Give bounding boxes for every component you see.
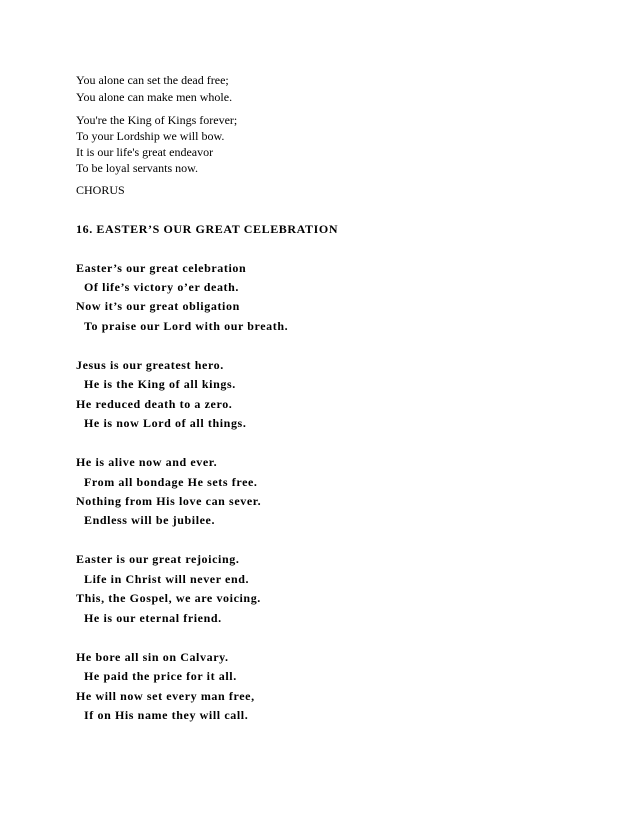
chorus-marker: CHORUS <box>76 183 125 197</box>
intro-line: It is our life's great endeavor <box>76 145 214 159</box>
verse-line: Of life’s victory o’er death. <box>84 280 240 294</box>
verse-line: He is our eternal friend. <box>84 611 222 625</box>
verse-line: Nothing from His love can sever. <box>76 494 262 508</box>
verse-line: He paid the price for it all. <box>84 669 237 683</box>
intro-line: To be loyal servants now. <box>76 161 199 175</box>
verse-line: If on His name they will call. <box>84 708 249 722</box>
verse-line: Easter is our great rejoicing. <box>76 552 240 566</box>
verse-line: Now it’s our great obligation <box>76 299 240 313</box>
verse-line: He will now set every man free, <box>76 689 255 703</box>
intro-line: You alone can make men whole. <box>76 90 233 104</box>
verse-line: Jesus is our greatest hero. <box>76 358 224 372</box>
intro-line: You alone can set the dead free; <box>76 73 229 87</box>
verse-line: He is the King of all kings. <box>84 377 236 391</box>
intro-line: To your Lordship we will bow. <box>76 129 225 143</box>
verse-line: He is now Lord of all things. <box>84 416 247 430</box>
verse-line: He bore all sin on Calvary. <box>76 650 229 664</box>
hymn-title: 16. EASTER’S OUR GREAT CELEBRATION <box>76 222 339 236</box>
verse-line: He reduced death to a zero. <box>76 397 233 411</box>
verse-line: Endless will be jubilee. <box>84 513 216 527</box>
verse-line: This, the Gospel, we are voicing. <box>76 591 261 605</box>
verse-line: Life in Christ will never end. <box>84 572 250 586</box>
verse-line: He is alive now and ever. <box>76 455 218 469</box>
verse-line: From all bondage He sets free. <box>84 475 258 489</box>
intro-line: You're the King of Kings forever; <box>76 113 238 127</box>
verse-line: Easter’s our great celebration <box>76 261 247 275</box>
verse-line: To praise our Lord with our breath. <box>84 319 289 333</box>
